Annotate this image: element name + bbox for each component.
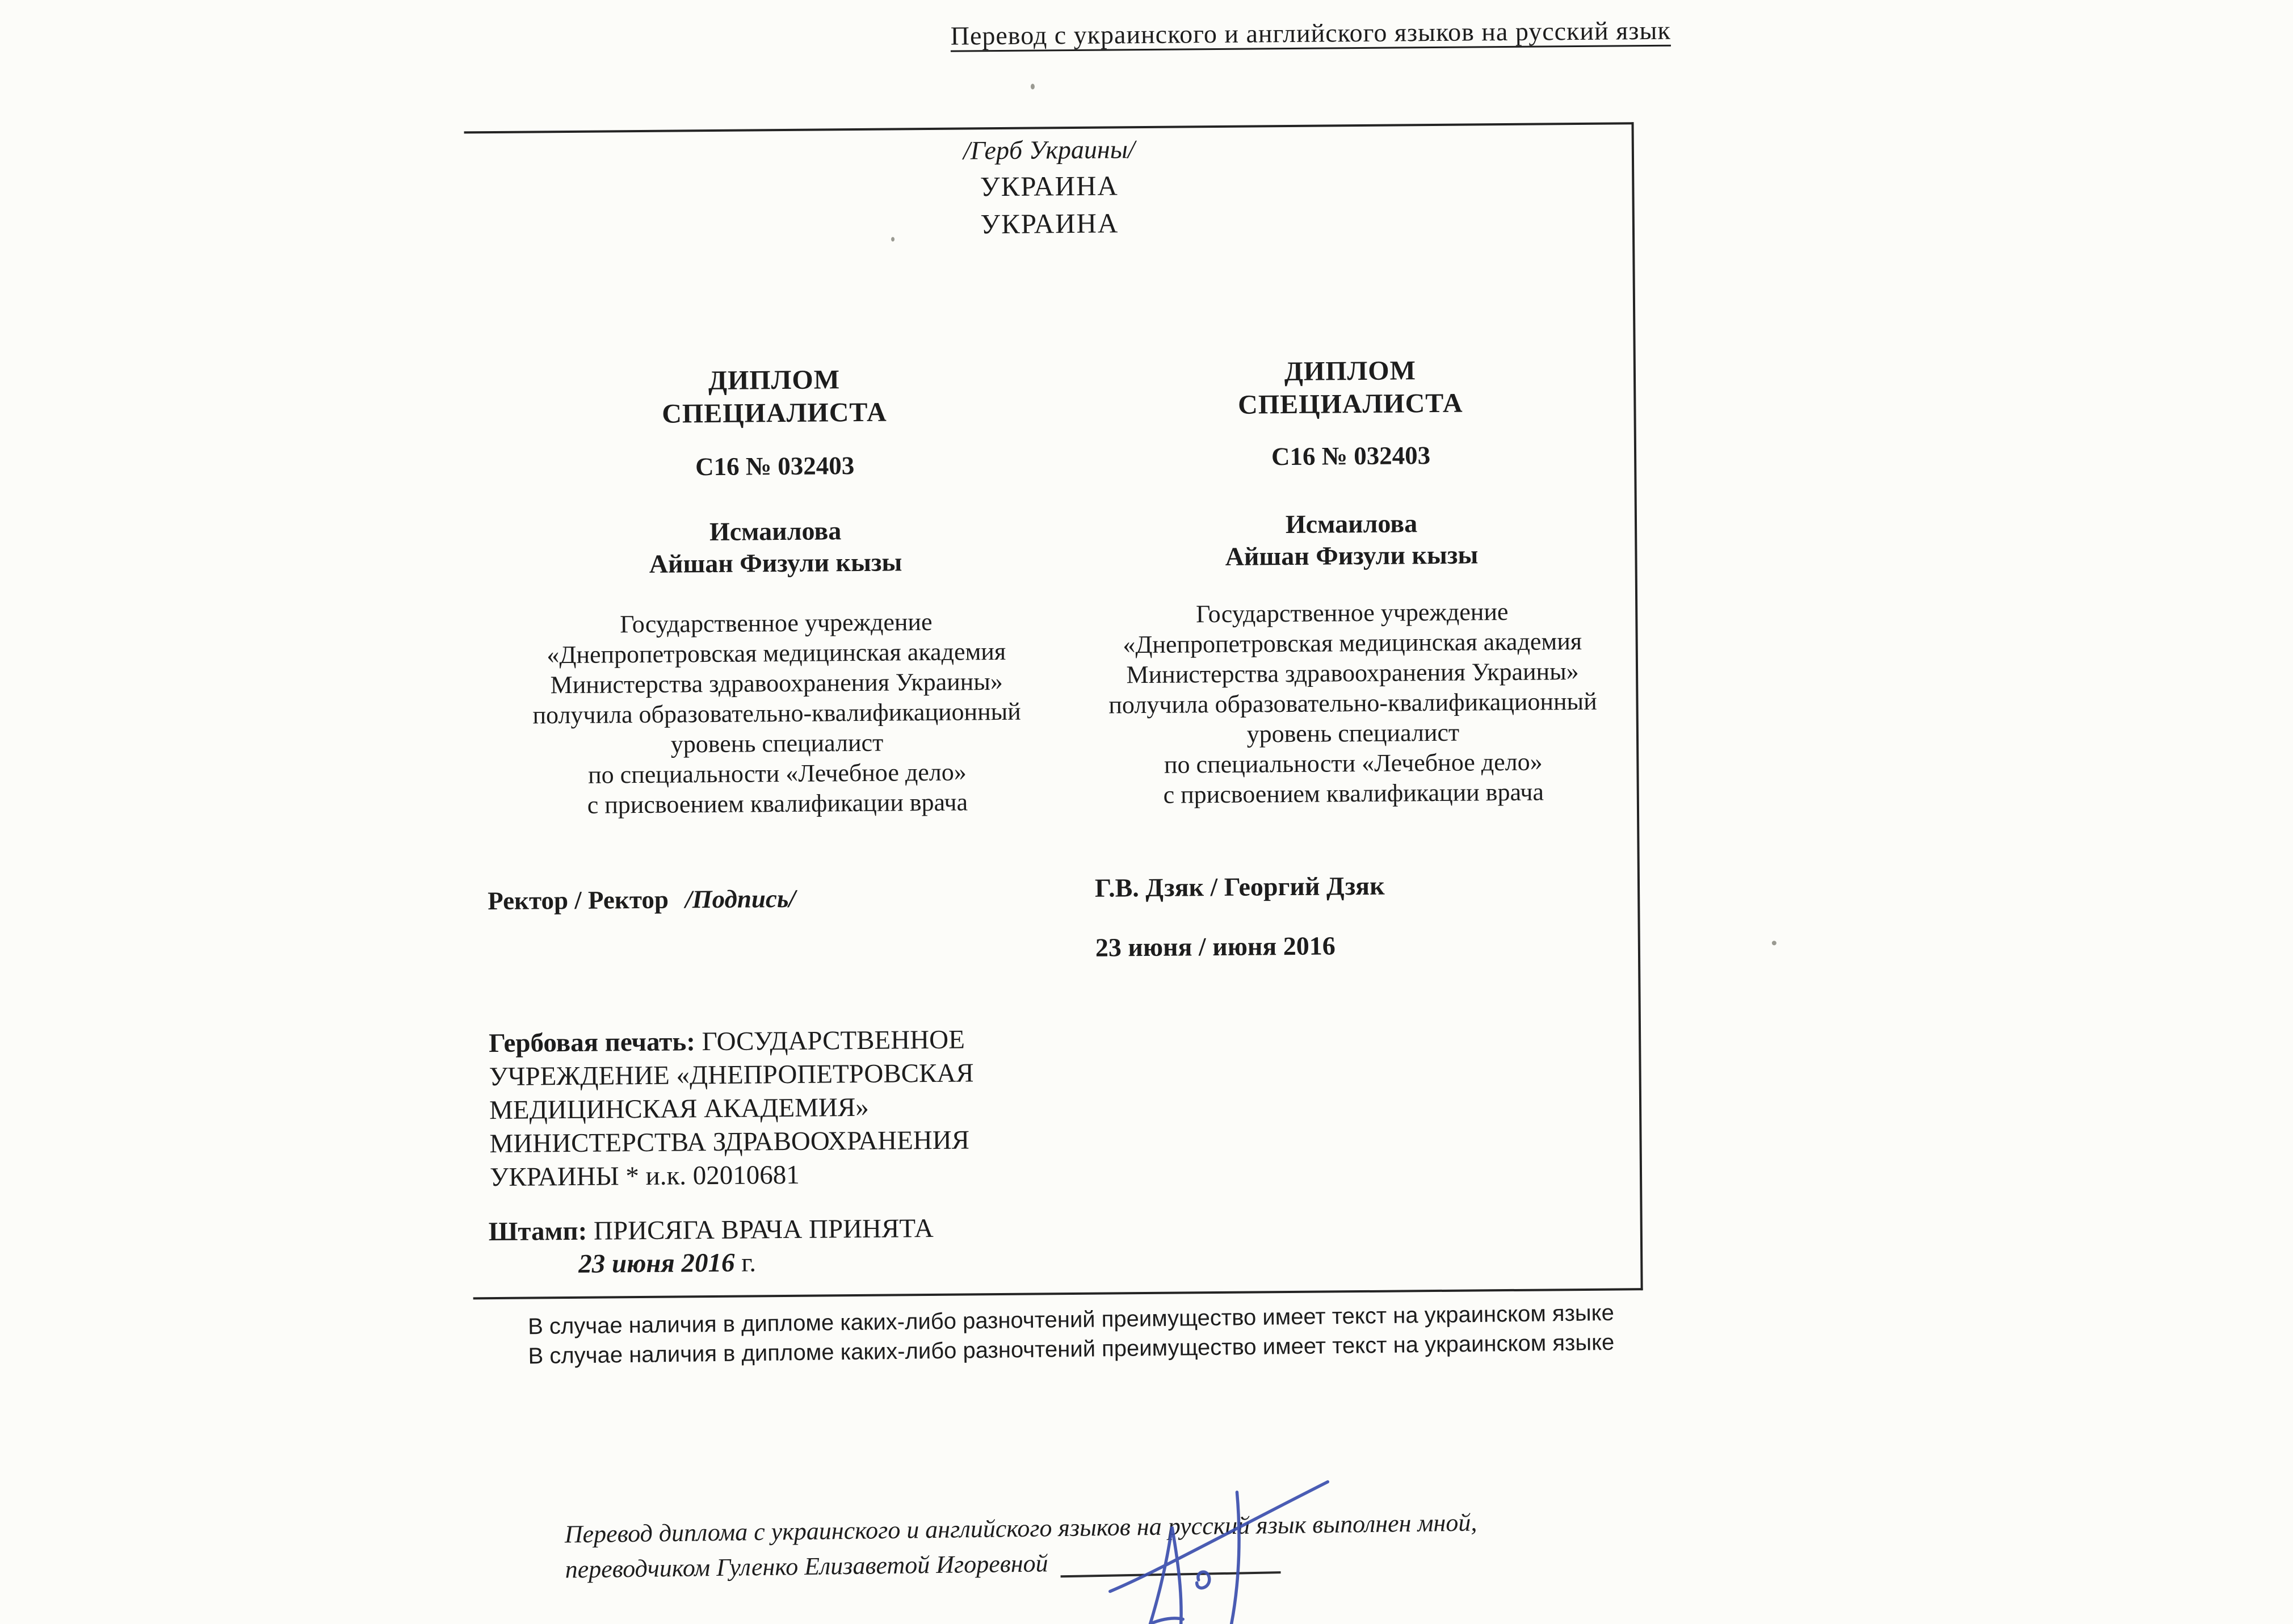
stamp-line2 <box>489 1244 1045 1281</box>
award-line: с присвоением квалификации врача <box>1163 778 1544 809</box>
diploma-title-right-line2: СПЕЦИАЛИСТА <box>1237 388 1463 420</box>
award-line: по специальности «Лечебное дело» <box>1164 748 1543 779</box>
award-line: уровень специалист <box>670 728 884 758</box>
signature-placeholder-note: /Подпись/ <box>684 884 796 914</box>
translator-statement-line1: Перевод диплома с украинского и английского языков на русский язык выполнен мной, <box>564 1508 1477 1549</box>
award-line: по специальности «Лечебное дело» <box>587 758 967 789</box>
award-line: Министерства здравоохранения Украины» <box>1126 657 1579 689</box>
seal-label: Гербовая печать: <box>488 1027 696 1059</box>
seal-line: УЧРЕЖДЕНИЕ «ДНЕПРОПЕТРОВСКАЯ <box>489 1058 974 1092</box>
stamp-description-block <box>489 1211 1045 1281</box>
country-name-line1: УКРАИНА <box>980 170 1119 203</box>
award-line: уровень специалист <box>1246 718 1460 748</box>
award-line: Государственное учреждение <box>1195 597 1509 628</box>
stamp-date-suffix: г. <box>734 1248 757 1278</box>
translation-direction-text: Перевод с украинского и английского языков на русский язык <box>950 15 1671 51</box>
holder-surname-right: Исмаилова <box>1285 509 1418 539</box>
award-line: Министерства здравоохранения Украины» <box>550 667 1003 699</box>
rector-signature-line <box>488 884 796 916</box>
diploma-number-right: С16 № 032403 <box>1271 441 1431 471</box>
emblem-block <box>464 130 1635 244</box>
scan-speck <box>891 237 894 241</box>
award-line: получила образовательно-квалификационный <box>532 697 1021 729</box>
holder-name-left <box>511 513 1040 581</box>
stamp-text: ПРИСЯГА ВРАЧА ПРИНЯТА <box>587 1213 934 1246</box>
holder-name-right <box>1087 506 1616 573</box>
diploma-title-left-line2: СПЕЦИАЛИСТА <box>662 397 887 429</box>
award-line: «Днепропетровская медицинская академия <box>1123 627 1582 659</box>
rector-label: Ректор / Ректор <box>488 885 669 916</box>
country-name-line2: УКРАИНА <box>980 207 1119 240</box>
translator-handwritten-signature <box>1086 1473 1332 1624</box>
translator-statement <box>564 1504 1530 1587</box>
holder-givenname-left: Айшан Физули кызы <box>649 547 902 578</box>
diploma-title-right-line1: ДИПЛОМ <box>1284 355 1417 387</box>
language-precedence-note-1: В случае наличия в дипломе каких-либо разночтений преимущество имеет текст на украинском языке <box>527 1300 1615 1340</box>
award-paragraph-left <box>512 606 1041 820</box>
seal-line: МИНИСТЕРСТВА ЗДРАВООХРАНЕНИЯ <box>489 1125 970 1159</box>
seal-text: ГОСУДАРСТВЕННОЕ <box>695 1025 965 1057</box>
award-paragraph-right <box>1088 595 1618 810</box>
rector-name-line: Г.В. Дзяк / Георгий Дзяк <box>1094 871 1385 903</box>
stamp-line1 <box>489 1211 1045 1248</box>
issue-date-line: 23 июня / июня 2016 <box>1095 931 1336 962</box>
diploma-title-right <box>1086 353 1615 423</box>
emblem-note: /Герб Украины/ <box>963 135 1135 165</box>
scan-speck <box>1031 84 1035 90</box>
award-line: «Днепропетровская медицинская академия <box>547 637 1006 669</box>
award-line: получила образовательно-квалификационный <box>1108 687 1597 719</box>
diploma-title-left-line1: ДИПЛОМ <box>708 364 841 396</box>
language-precedence-note-2: В случае наличия в дипломе каких-либо разночтений преимущество имеет текст на украинском языке <box>528 1329 1615 1369</box>
diploma-title-left <box>510 362 1039 431</box>
award-line: Государственное учреждение <box>620 607 933 639</box>
stamp-date: 23 июня 2016 <box>578 1248 735 1279</box>
seal-description-block <box>489 1023 1006 1194</box>
seal-line: УКРАИНЫ * и.к. 02010681 <box>489 1160 800 1193</box>
seal-line <box>489 1023 1005 1060</box>
award-line: с присвоением квалификации врача <box>587 788 968 819</box>
translation-direction-header <box>766 14 1855 52</box>
diploma-number-left: С16 № 032403 <box>695 451 855 481</box>
holder-surname-left: Исмаилова <box>709 516 842 547</box>
holder-givenname-right: Айшан Физули кызы <box>1225 540 1479 571</box>
seal-line: МЕДИЦИНСКАЯ АКАДЕМИЯ» <box>489 1092 869 1126</box>
scan-speck <box>1772 941 1777 945</box>
stamp-label: Штамп: <box>488 1216 587 1247</box>
translator-statement-line2: переводчиком Гуленко Елизаветой Игоревной <box>565 1549 1048 1584</box>
